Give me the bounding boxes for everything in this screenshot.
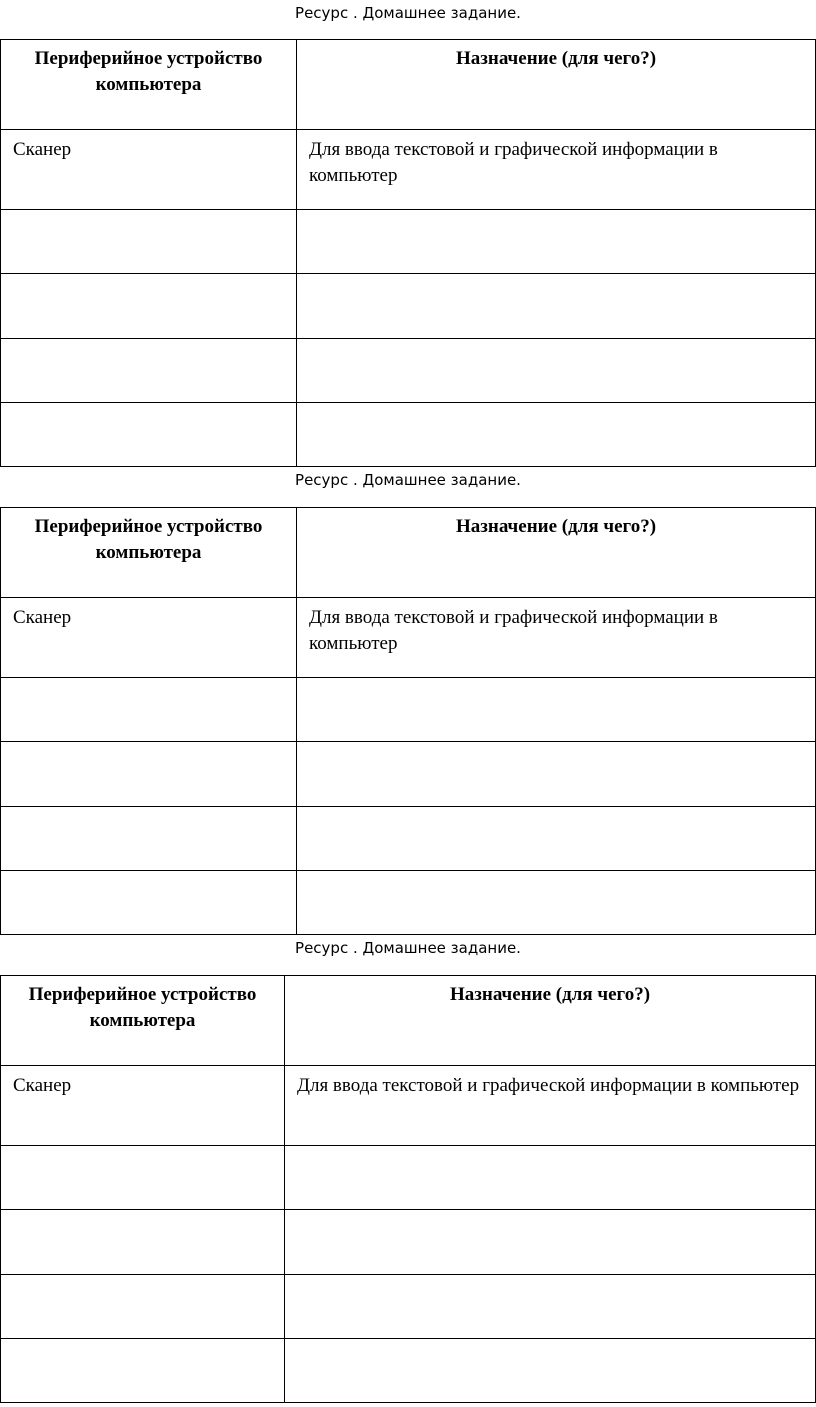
cell-device-empty[interactable]: [1, 1210, 284, 1274]
cell-purpose-empty[interactable]: [297, 678, 815, 741]
cell-purpose-empty[interactable]: [297, 403, 815, 466]
cell-device-empty[interactable]: [1, 807, 296, 870]
cell-purpose-empty[interactable]: [297, 274, 815, 338]
cell-purpose: Для ввода текстовой и графической информации в компьютер: [309, 607, 718, 654]
header-purpose: Назначение (для чего?): [455, 48, 657, 69]
worksheet-title: Ресурс . Домашнее задание.: [295, 4, 521, 22]
cell-device-empty[interactable]: [1, 403, 296, 466]
cell-device-empty[interactable]: [1, 1275, 284, 1338]
cell-device-empty[interactable]: [1, 274, 296, 338]
cell-purpose-empty[interactable]: [285, 1339, 815, 1402]
cell-purpose-empty[interactable]: [297, 210, 815, 273]
worksheet-title: Ресурс . Домашнее задание.: [295, 471, 521, 489]
cell-device: Сканер: [13, 1075, 72, 1096]
devices-table: [0, 975, 816, 1403]
cell-device: Сканер: [13, 139, 72, 160]
cell-device: Сканер: [13, 607, 72, 628]
worksheet-title: Ресурс . Домашнее задание.: [295, 939, 521, 957]
cell-purpose-empty[interactable]: [297, 742, 815, 806]
cell-device-empty[interactable]: [1, 1146, 284, 1209]
cell-device-empty[interactable]: [1, 339, 296, 402]
devices-table: [0, 507, 816, 935]
header-device: Периферийное устройство компьютера: [28, 984, 257, 1031]
cell-purpose-empty[interactable]: [285, 1210, 815, 1274]
cell-purpose-empty[interactable]: [297, 807, 815, 870]
cell-purpose-empty[interactable]: [297, 871, 815, 934]
cell-purpose-empty[interactable]: [285, 1275, 815, 1338]
devices-table: [0, 39, 816, 467]
header-purpose: Назначение (для чего?): [455, 516, 657, 537]
cell-device-empty[interactable]: [1, 871, 296, 934]
cell-purpose-empty[interactable]: [285, 1146, 815, 1209]
header-purpose: Назначение (для чего?): [449, 984, 651, 1005]
header-device: Периферийное устройство компьютера: [34, 516, 263, 563]
cell-purpose-empty[interactable]: [297, 339, 815, 402]
cell-purpose: Для ввода текстовой и графической информации в компьютер: [297, 1075, 800, 1096]
cell-device-empty[interactable]: [1, 742, 296, 806]
cell-purpose: Для ввода текстовой и графической информации в компьютер: [309, 139, 718, 186]
header-device: Периферийное устройство компьютера: [34, 48, 263, 95]
cell-device-empty[interactable]: [1, 678, 296, 741]
cell-device-empty[interactable]: [1, 210, 296, 273]
cell-device-empty[interactable]: [1, 1339, 284, 1402]
